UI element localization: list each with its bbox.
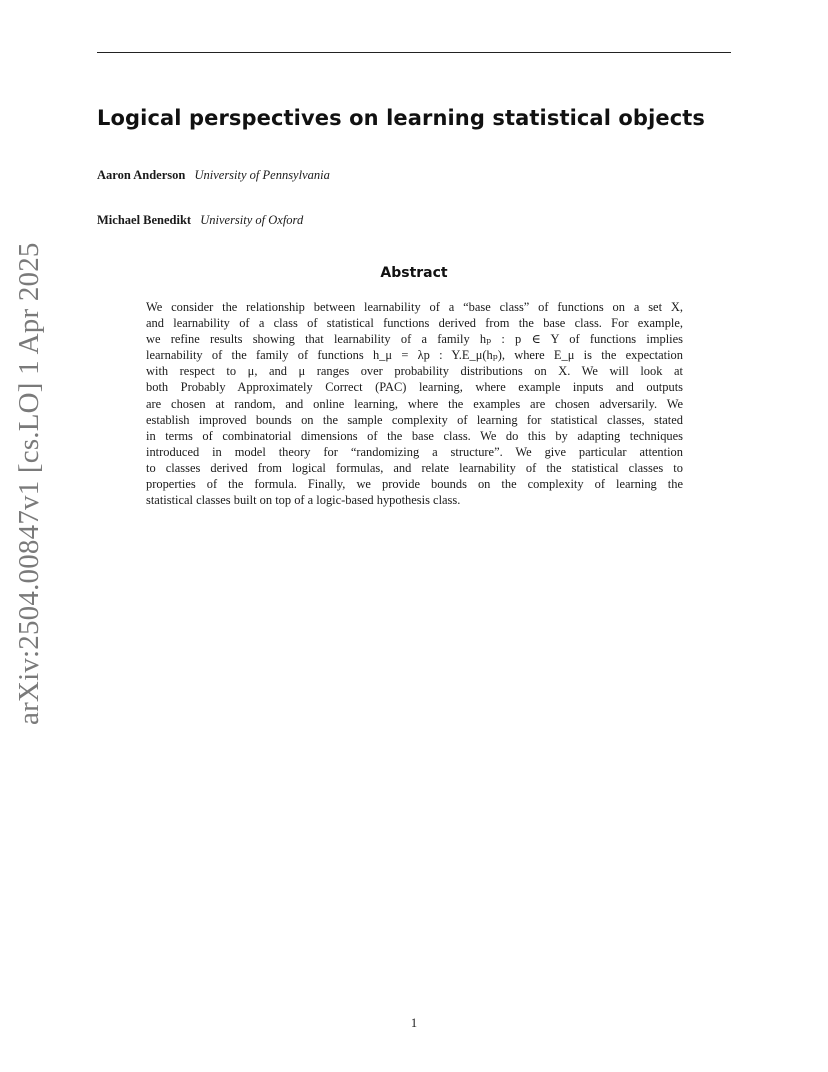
arxiv-identifier: arXiv:2504.00847v1 [cs.LO] 1 Apr 2025 [13,242,45,725]
abstract-line: with respect to μ, and μ ranges over probability distributions on X. We will look at [146,364,683,379]
abstract-heading: Abstract [380,265,448,281]
page-number: 1 [410,1016,418,1030]
abstract-line: establish improved bounds on the sample complexity of learning for statistical classes, stated [146,412,683,427]
author-line [97,168,330,183]
abstract-line: are chosen at random, and online learning, where the examples are chosen adversarily. We [146,396,683,411]
paper-title: Logical perspectives on learning statistical objects [97,106,705,130]
abstract-line: both Probably Approximately Correct (PAC) learning, where example inputs and outputs [146,380,683,395]
abstract-line: introduced in model theory for “randomizing a structure”. We give particular attention [146,444,683,459]
abstract-line: in terms of combinatorial dimensions of the base class. We do this by adapting techniques [146,428,683,443]
abstract-line: to classes derived from logical formulas, and relate learnability of the statistical classes to [146,460,683,475]
abstract-line: statistical classes built on top of a logic-based hypothesis class. [146,493,461,508]
author-name: Aaron Anderson [97,168,186,182]
author-name: Michael Benedikt [97,213,192,227]
abstract-line: we refine results showing that learnability of a family hₚ : p ∈ Y of functions implies [146,332,683,347]
abstract-line: We consider the relationship between learnability of a “base class” of functions on a set X, [146,300,683,314]
author-affiliation: University of Pennsylvania [194,168,330,182]
author-affiliation: University of Oxford [200,213,304,227]
top-rule [97,52,731,53]
abstract-body [146,299,683,508]
abstract-line: learnability of the family of functions h_μ = λp : Y.E_μ(hₚ), where E_μ is the expectation [146,348,683,363]
abstract-line: properties of the formula. Finally, we provide bounds on the complexity of learning the [146,477,683,492]
abstract-line: and learnability of a class of statistical functions derived from the base class. For example, [146,316,683,331]
author-line [97,213,303,228]
